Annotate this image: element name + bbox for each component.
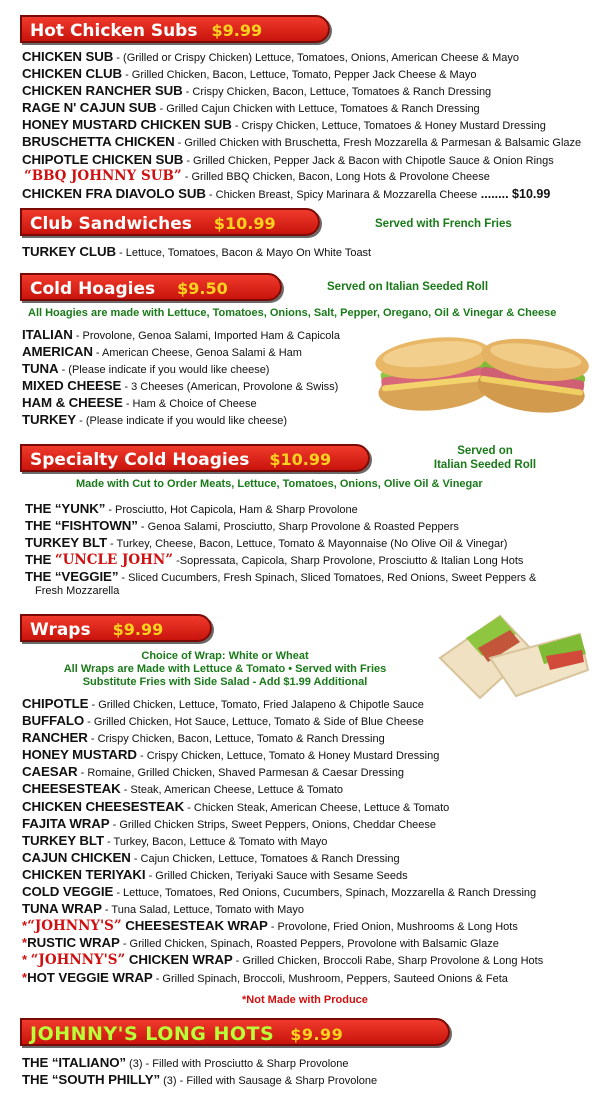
list-item: CHEESESTEAK - Steak, American Cheese, Lettuce & Tomato (22, 781, 344, 797)
wraps-notes: Choice of Wrap: White or Wheat All Wraps are Made with Lettuce & Tomato • Served with Fries Substitute Fries with Side Salad - Add $1.99 Additional (63, 650, 387, 688)
club-banner (20, 208, 320, 236)
list-item: “BBQ JOHNNY SUB” - Grilled BBQ Chicken, Bacon, Long Hots & Provolone Cheese (24, 167, 490, 184)
long-hots-price: $9.99 (290, 1025, 344, 1044)
wraps-price: $9.99 (112, 620, 164, 639)
cold-price: $9.50 (177, 279, 228, 298)
list-item: CHIPOTLE CHICKEN SUB - Grilled Chicken, Pepper Jack & Bacon with Chipotle Sauce & Onion Rings (22, 151, 554, 167)
club-note: Served with French Fries (375, 218, 512, 230)
list-item: TUNA WRAP - Tuna Salad, Lettuce, Tomato with Mayo (22, 901, 305, 917)
list-item: CHICKEN RANCHER SUB - Crispy Chicken, Bacon, Lettuce, Tomatoes & Ranch Dressing (22, 83, 492, 99)
list-item: MIXED CHEESE - 3 Cheeses (American, Provolone & Swiss) (22, 378, 339, 394)
list-item: RAGE N' CAJUN SUB - Grilled Cajun Chicken with Lettuce, Tomatoes & Ranch Dressing (22, 100, 480, 116)
list-item: TUNA - (Please indicate if you would like cheese) (22, 361, 270, 377)
list-item: THE “ITALIANO” (3) - Filled with Prosciutto & Sharp Provolone (22, 1055, 349, 1070)
list-item: CHICKEN SUB - (Grilled or Crispy Chicken) Lettuce, Tomatoes, Onions, American Cheese & Mayo (22, 49, 519, 64)
long-hots-title: JOHNNY'S LONG HOTS (30, 1023, 275, 1045)
list-item: *HOT VEGGIE WRAP - Grilled Spinach, Broccoli, Mushroom, Peppers, Sauteed Onions & Feta (22, 969, 508, 985)
list-item: CHICKEN TERIYAKI - Grilled Chicken, Teriyaki Sauce with Sesame Seeds (22, 866, 408, 882)
list-item: TURKEY - (Please indicate if you would like cheese) (22, 412, 288, 428)
list-item: BRUSCHETTA CHICKEN - Grilled Chicken with Bruschetta, Fresh Mozzarella & Parmesan & Balsamic Glaze (22, 134, 582, 150)
cold-note: Served on Italian Seeded Roll (327, 281, 489, 293)
long-hots-banner (20, 1018, 450, 1046)
list-item: AMERICAN - American Cheese, Genoa Salami & Ham (22, 344, 302, 360)
wraps-list (22, 695, 543, 986)
wraps-banner (20, 614, 212, 642)
hot-chicken-price: $9.99 (211, 21, 263, 40)
hot-chicken-list (22, 48, 581, 202)
cold-title: Cold Hoagies (30, 279, 156, 299)
specialty-banner (20, 444, 370, 472)
list-item: *RUSTIC WRAP - Grilled Chicken, Spinach, Roasted Peppers, Provolone with Balsamic Glaze (22, 935, 499, 951)
list-item: THE “SOUTH PHILLY” (3) - Filled with Sausage & Sharp Provolone (22, 1072, 378, 1088)
wraps-title: Wraps (30, 620, 91, 640)
specialty-note: Served on Italian Seeded Roll (433, 445, 537, 471)
specialty-title: Specialty Cold Hoagies (30, 450, 250, 470)
list-item: TURKEY BLT - Turkey, Bacon, Lettuce & Tomato with Mayo (22, 832, 328, 848)
list-item: THE “UNCLE JOHN” -Sopressata, Capicola, Sharp Provolone, Prosciutto & Italian Long Hots (25, 552, 524, 569)
cold-list (22, 326, 340, 429)
list-item: THE “FISHTOWN” - Genoa Salami, Prosciutto, Sharp Provolone & Roasted Peppers (25, 518, 459, 534)
hot-chicken-title: Hot Chicken Subs (30, 21, 198, 41)
list-item: CAESAR - Romaine, Grilled Chicken, Shaved Parmesan & Caesar Dressing (22, 764, 405, 780)
specialty-list (25, 500, 536, 597)
list-item: * “JOHNNY'S” CHICKEN WRAP - Grilled Chicken, Broccoli Rabe, Sharp Provolone & Long Hots (22, 952, 544, 969)
list-item: TURKEY BLT - Turkey, Cheese, Bacon, Lettuce, Tomato & Mayonnaise (No Olive Oil & Vinegar) (25, 535, 508, 551)
list-item: BUFFALO - Grilled Chicken, Hot Sauce, Lettuce, Tomato & Side of Blue Cheese (22, 713, 424, 729)
list-item: CHICKEN CHEESESTEAK - Chicken Steak, American Cheese, Lettuce & Tomato (22, 798, 450, 814)
list-item: CHICKEN FRA DIAVOLO SUB - Chicken Breast, Spicy Marinara & Mozzarella Cheese ........ $10.99 (22, 185, 551, 201)
club-title: Club Sandwiches (30, 214, 192, 234)
list-item: CAJUN CHICKEN - Cajun Chicken, Lettuce, Tomatoes & Ranch Dressing (22, 849, 400, 865)
club-price: $10.99 (213, 214, 276, 233)
list-item: THE “VEGGIE” - Sliced Cucumbers, Fresh Spinach, Sliced Tomatoes, Red Onions, Sweet Peppers & (25, 569, 537, 585)
list-item-continued: Fresh Mozzarella (35, 585, 120, 598)
wraps-footnote: *Not Made with Produce (242, 994, 368, 1006)
list-item: HONEY MUSTARD CHICKEN SUB - Crispy Chicken, Lettuce, Tomatoes & Honey Mustard Dressing (22, 117, 546, 133)
specialty-subnote: Made with Cut to Order Meats, Lettuce, Tomatoes, Onions, Olive Oil & Vinegar (76, 478, 483, 490)
long-hots-list (22, 1054, 377, 1088)
wrap-image (420, 598, 590, 702)
list-item: *“JOHNNY'S” CHEESESTEAK WRAP - Provolone, Fried Onion, Mushrooms & Long Hots (22, 918, 518, 935)
hoagie-image (375, 326, 589, 422)
list-item: RANCHER - Crispy Chicken, Bacon, Lettuce, Tomato & Ranch Dressing (22, 730, 385, 746)
club-list (22, 243, 371, 260)
specialty-price: $10.99 (269, 450, 332, 469)
list-item: TURKEY CLUB - Lettuce, Tomatoes, Bacon & Mayo On White Toast (22, 244, 372, 259)
list-item: CHICKEN CLUB - Grilled Chicken, Bacon, Lettuce, Tomato, Pepper Jack Cheese & Mayo (22, 66, 477, 82)
list-item: COLD VEGGIE - Lettuce, Tomatoes, Red Onions, Cucumbers, Spinach, Mozzarella & Ranch Dressing (22, 884, 537, 900)
cold-subnote: All Hoagies are made with Lettuce, Tomatoes, Onions, Salt, Pepper, Oregano, Oil & Vinegar & Cheese (28, 307, 557, 319)
hot-chicken-banner (20, 15, 330, 43)
list-item: FAJITA WRAP - Grilled Chicken Strips, Sweet Peppers, Onions, Cheddar Cheese (22, 815, 437, 831)
cold-banner (20, 273, 282, 301)
list-item: THE “YUNK” - Prosciutto, Hot Capicola, Ham & Sharp Provolone (25, 501, 358, 516)
list-item: CHIPOTLE - Grilled Chicken, Lettuce, Tomato, Fried Jalapeno & Chipotle Sauce (22, 696, 424, 711)
list-item: HONEY MUSTARD - Crispy Chicken, Lettuce, Tomato & Honey Mustard Dressing (22, 747, 440, 763)
list-item: HAM & CHEESE - Ham & Choice of Cheese (22, 395, 257, 411)
list-item: ITALIAN - Provolone, Genoa Salami, Imported Ham & Capicola (22, 327, 340, 342)
